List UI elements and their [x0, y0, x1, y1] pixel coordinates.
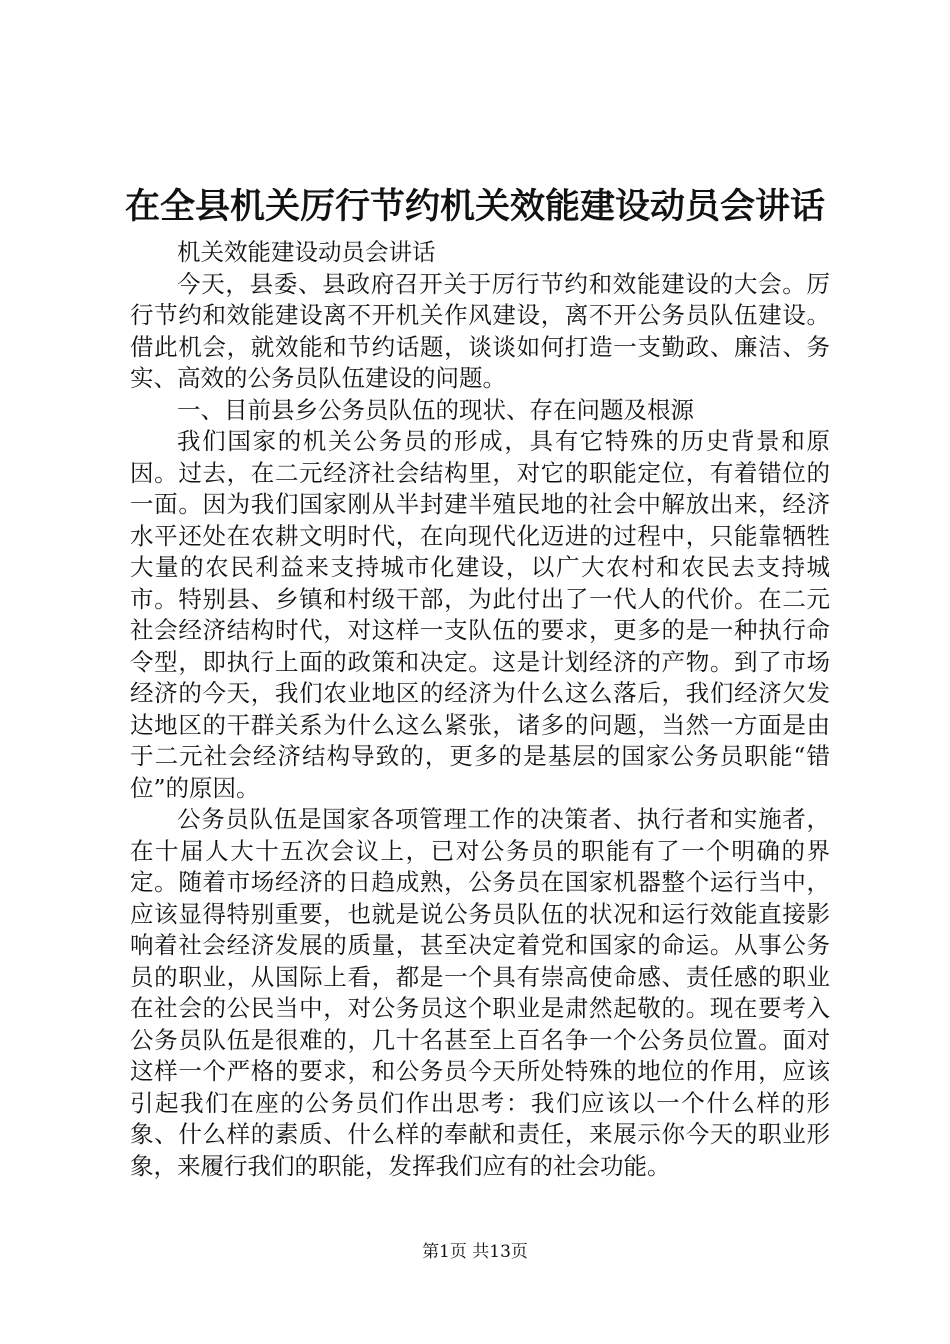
document-title: 在全县机关厉行节约机关效能建设动员会讲话 — [124, 187, 825, 227]
document-body — [130, 237, 830, 1182]
body-paragraph: 我们国家的机关公务员的形成，具有它特殊的历史背景和原因。过去，在二元经济社会结构里，对它的职能定位，有着错位的一面。因为我们国家刚从半封建半殖民地的社会中解放出来，经济水平还处在农耕文明时代，在向现代化迈进的过程中，只能靠牺牲大量的农民利益来支持城市化建设，以广大农村和农民去支持城市。特别县、乡镇和村级干部，为此付出了一代人的代价。在二元社会经济结构时代，对这样一支队伍的要求，更多的是一种执行命令型，即执行上面的政策和决定。这是计划经济的产物。到了市场经济的今天，我们农业地区的经济为什么这么落后，我们经济欠发达地区的干群关系为什么这么紧张，诸多的问题，当然一方面是由于二元社会经济结构导致的，更多的是基层的国家公务员职能“错位”的原因。 — [130, 427, 830, 802]
body-paragraph: 公务员队伍是国家各项管理工作的决策者、执行者和实施者，在十届人大十五次会议上，已对公务员的职能有了一个明确的界定。随着市场经济的日趋成熟，公务员在国家机器整个运行当中，应该显得特别重要，也就是说公务员队伍的状况和运行效能直接影响着社会经济发展的质量，甚至决定着党和国家的命运。从事公务员的职业，从国际上看，都是一个具有崇高使命感、责任感的职业在社会的公民当中，对公务员这个职业是肃然起敬的。现在要考入公务员队伍是很难的，几十名甚至上百名争一个公务员位置。面对这样一个严格的要求，和公务员今天所处特殊的地位的作用，应该引起我们在座的公务员们作出思考：我们应该以一个什么样的形象、什么样的素质、什么样的奉献和责任，来展示你今天的职业形象，来履行我们的职能，发挥我们应有的社会功能。 — [130, 805, 830, 1180]
section-heading: 一、目前县乡公务员队伍的现状、存在问题及根源 — [177, 395, 694, 424]
subtitle-paragraph: 机关效能建设动员会讲话 — [177, 238, 436, 266]
page-number-footer: 第1页 共13页 — [422, 1242, 528, 1262]
body-paragraph: 今天，县委、县政府召开关于厉行节约和效能建设的大会。厉行节约和效能建设离不开机关作风建设，离不开公务员队伍建设。借此机会，就效能和节约话题，谈谈如何打造一支勤政、廉洁、务实、高效的公务员队伍建设的问题。 — [130, 269, 830, 392]
